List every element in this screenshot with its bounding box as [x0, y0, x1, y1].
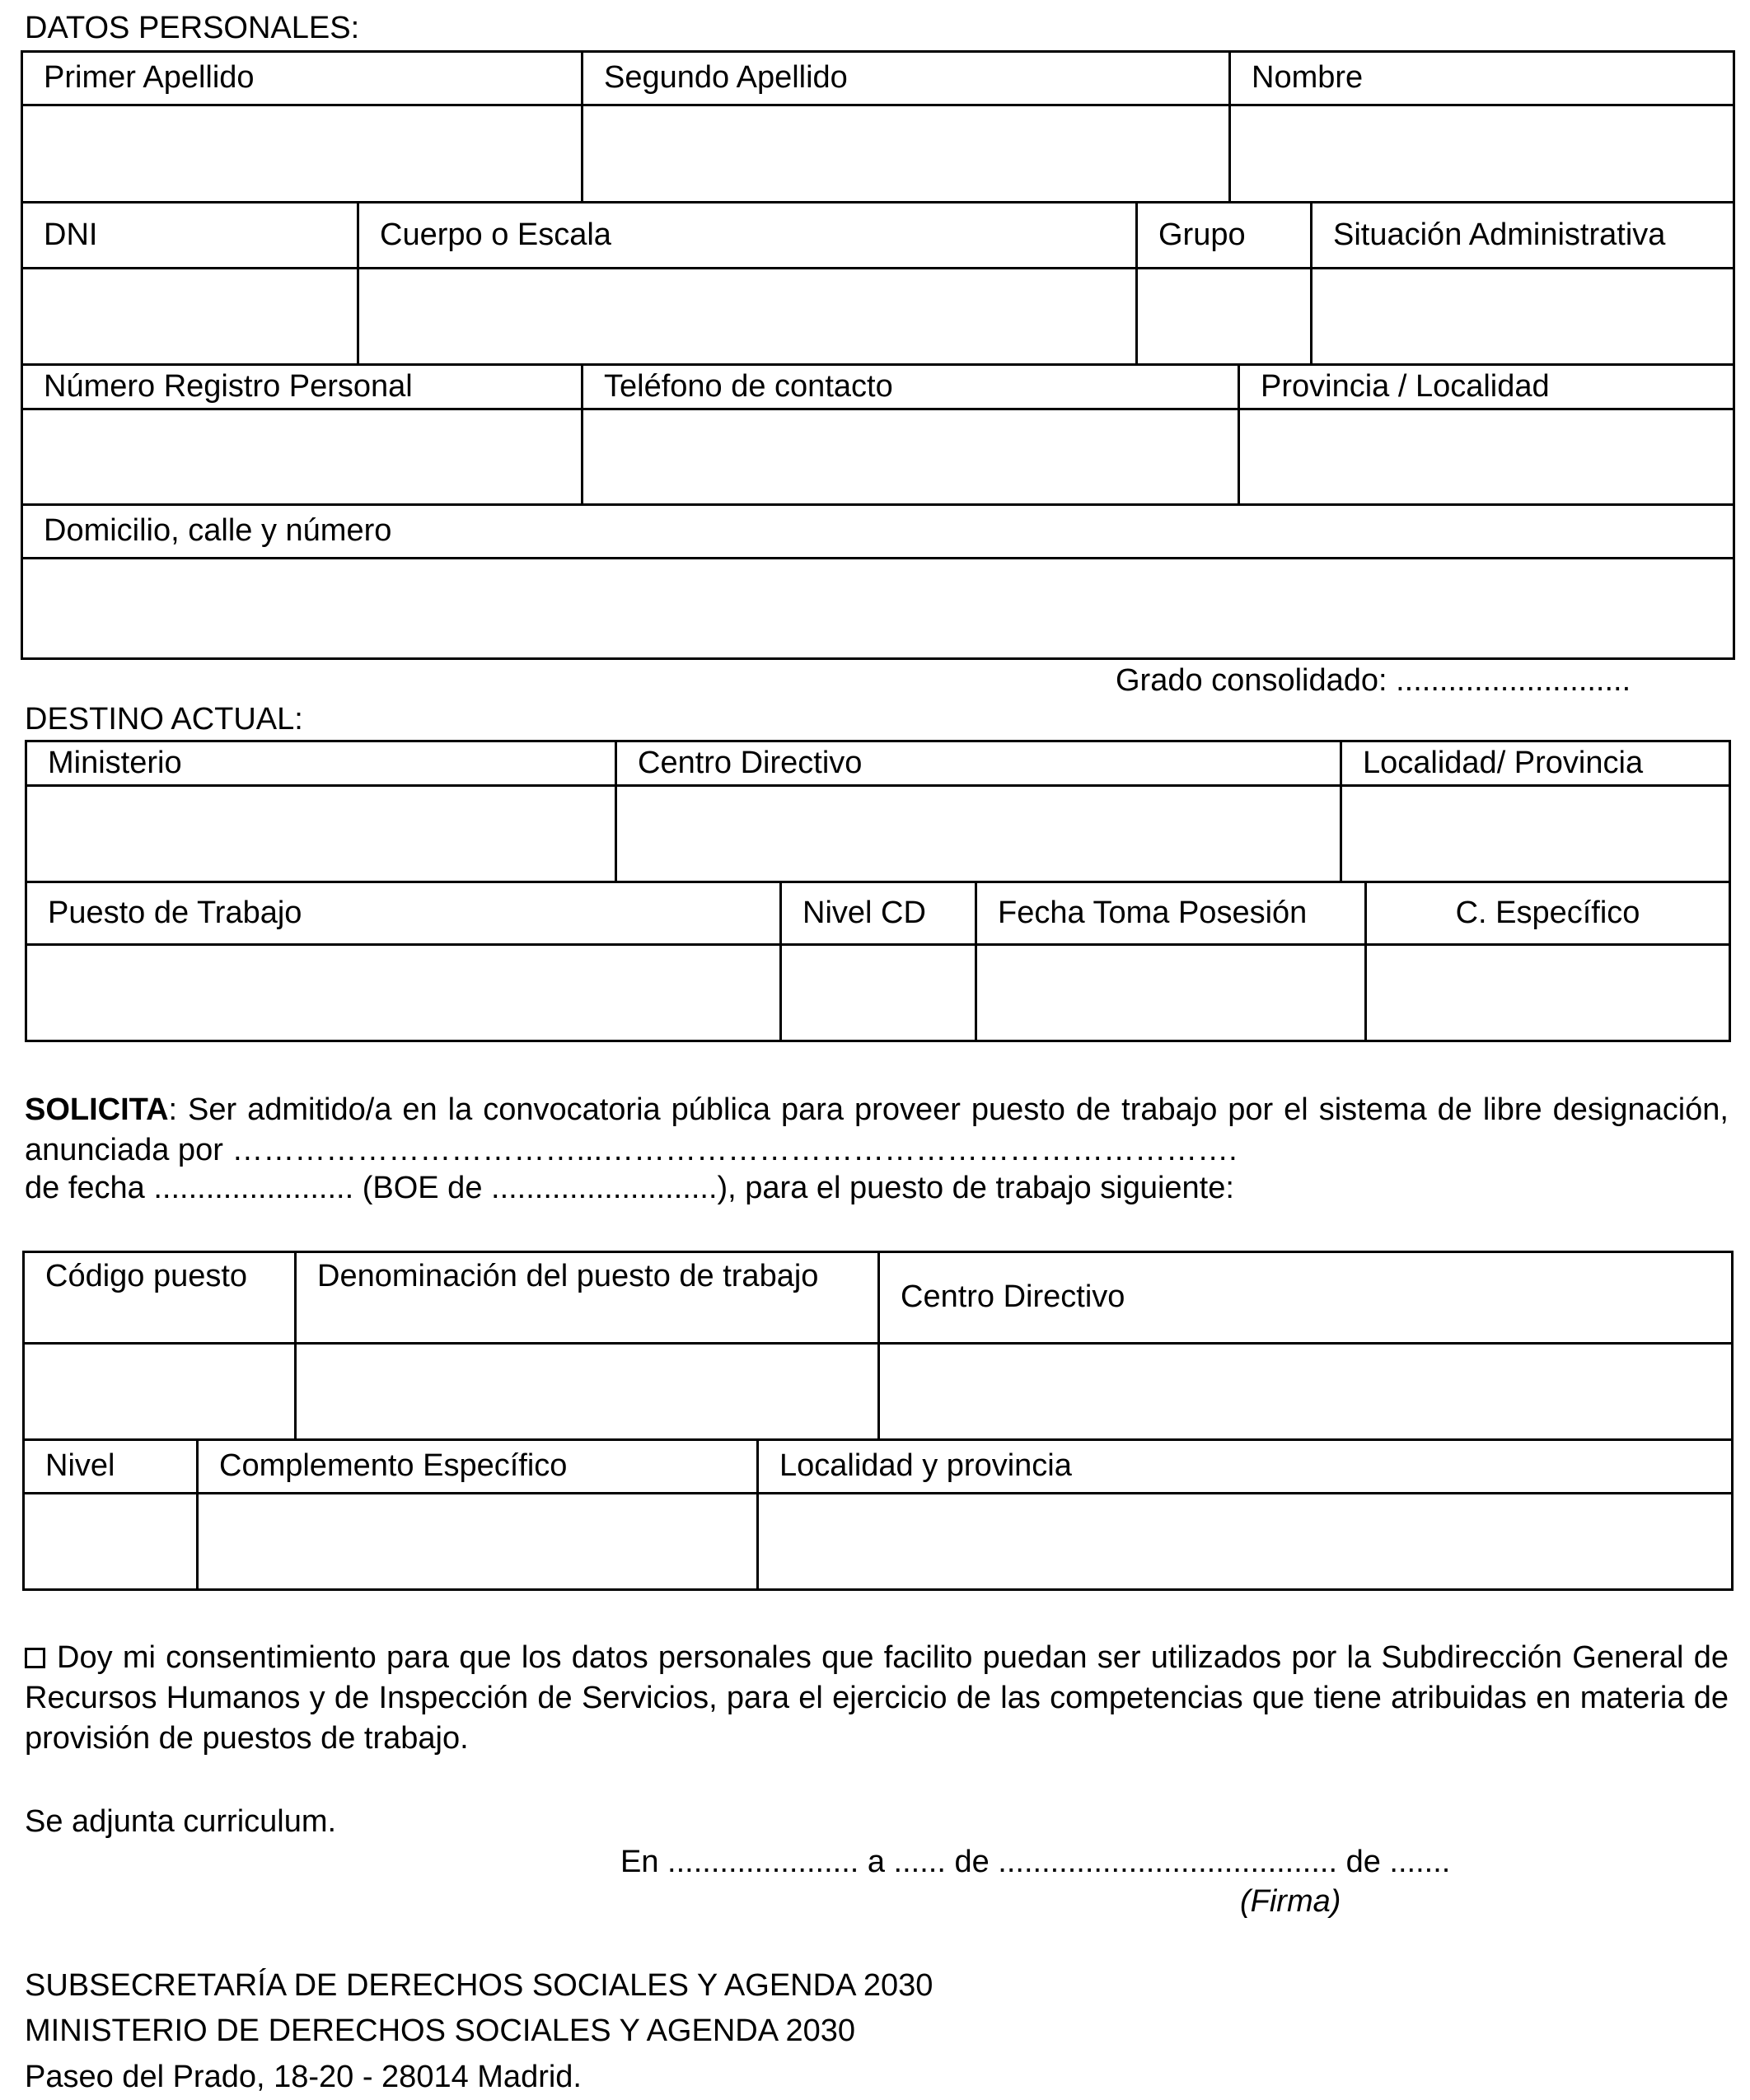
primer-apellido-field[interactable] — [22, 105, 583, 203]
localidad-provincia-label: Localidad/ Provincia — [1341, 741, 1730, 786]
fecha-toma-posesion-field[interactable] — [976, 945, 1366, 1041]
centro-directivo-label: Centro Directivo — [616, 741, 1341, 786]
grupo-label: Grupo — [1137, 203, 1312, 269]
solicita-label: SOLICITA — [25, 1092, 169, 1127]
provincia-localidad-label: Provincia / Localidad — [1239, 365, 1734, 409]
complemento-especifico-label: Complemento Específico — [198, 1440, 758, 1494]
denominacion-puesto-field[interactable] — [296, 1344, 879, 1440]
datos-personales-table-row3 — [21, 363, 1735, 506]
datos-personales-heading: DATOS PERSONALES: — [25, 11, 360, 45]
solicita-fecha-boe: de fecha ....................... (BOE de ..........................), para el puesto de trabajo siguiente: — [25, 1171, 1234, 1205]
nombre-field[interactable] — [1230, 105, 1734, 203]
centro-directivo-solicitado-label: Centro Directivo — [879, 1252, 1733, 1344]
nivel-cd-label: Nivel CD — [781, 882, 976, 945]
dni-field[interactable] — [22, 269, 358, 365]
solicita-text: : Ser admitido/a en la convocatoria pública para proveer puesto de trabajo por el sistema de libre designación, anunciada por ……………………………...……………………………………………………. — [25, 1092, 1729, 1167]
domicilio-table — [21, 503, 1735, 660]
puesto-solicitado-table-row2 — [22, 1438, 1734, 1591]
telefono-contacto-label: Teléfono de contacto — [583, 365, 1239, 409]
c-especifico-label: C. Específico — [1366, 882, 1730, 945]
puesto-trabajo-field[interactable] — [26, 945, 781, 1041]
ministerio-label: Ministerio — [26, 741, 616, 786]
destino-actual-heading: DESTINO ACTUAL: — [25, 702, 303, 737]
localidad-provincia-solicitado-label: Localidad y provincia — [758, 1440, 1733, 1494]
nivel-field[interactable] — [24, 1494, 198, 1590]
situacion-administrativa-label: Situación Administrativa — [1312, 203, 1734, 269]
situacion-administrativa-field[interactable] — [1312, 269, 1734, 365]
footer-ministerio: MINISTERIO DE DERECHOS SOCIALES Y AGENDA 2030 — [25, 2013, 856, 2048]
localidad-provincia-field[interactable] — [1341, 786, 1730, 882]
c-especifico-field[interactable] — [1366, 945, 1730, 1041]
nombre-label: Nombre — [1230, 52, 1734, 105]
fecha-lugar-line: En ...................... a ...... de ....................................... de ....... — [620, 1845, 1451, 1879]
fecha-toma-posesion-label: Fecha Toma Posesión — [976, 882, 1366, 945]
domicilio-label: Domicilio, calle y número — [22, 505, 1734, 559]
curriculum-note: Se adjunta curriculum. — [25, 1804, 337, 1839]
grado-consolidado: Grado consolidado: ........................... — [1116, 663, 1631, 698]
dni-label: DNI — [22, 203, 358, 269]
destino-actual-table-row1 — [25, 740, 1731, 883]
footer-direccion: Paseo del Prado, 18-20 - 28014 Madrid. — [25, 2060, 582, 2094]
localidad-provincia-solicitado-field[interactable] — [758, 1494, 1733, 1590]
numero-registro-personal-label: Número Registro Personal — [22, 365, 583, 409]
complemento-especifico-field[interactable] — [198, 1494, 758, 1590]
solicita-paragraph — [25, 1090, 1729, 1171]
consent-checkbox[interactable] — [25, 1648, 45, 1668]
firma-label: (Firma) — [1240, 1884, 1341, 1919]
denominacion-puesto-label: Denominación del puesto de trabajo — [296, 1252, 879, 1344]
cuerpo-escala-field[interactable] — [358, 269, 1137, 365]
nivel-cd-field[interactable] — [781, 945, 976, 1041]
consentimiento-text: Doy mi consentimiento para que los datos personales que facilito puedan ser utilizados por la Subdirección General de Recursos Humanos y de Inspección de Servicios, para el ejercicio de las competencias que tiene atribuidas en materia de provisión de puestos de trabajo. — [25, 1640, 1729, 1756]
datos-personales-table-row2 — [21, 201, 1735, 366]
puesto-trabajo-label: Puesto de Trabajo — [26, 882, 781, 945]
destino-actual-table-row2 — [25, 881, 1731, 1042]
cuerpo-escala-label: Cuerpo o Escala — [358, 203, 1137, 269]
codigo-puesto-field[interactable] — [24, 1344, 296, 1440]
puesto-solicitado-table-row1 — [22, 1251, 1734, 1441]
segundo-apellido-label: Segundo Apellido — [583, 52, 1230, 105]
centro-directivo-field[interactable] — [616, 786, 1341, 882]
primer-apellido-label: Primer Apellido — [22, 52, 583, 105]
grupo-field[interactable] — [1137, 269, 1312, 365]
ministerio-field[interactable] — [26, 786, 616, 882]
segundo-apellido-field[interactable] — [583, 105, 1230, 203]
centro-directivo-solicitado-field[interactable] — [879, 1344, 1733, 1440]
consentimiento-paragraph — [25, 1638, 1729, 1759]
footer-subsecretaria: SUBSECRETARÍA DE DERECHOS SOCIALES Y AGENDA 2030 — [25, 1968, 933, 2003]
datos-personales-table-row1 — [21, 50, 1735, 203]
domicilio-field[interactable] — [22, 559, 1734, 659]
telefono-contacto-field[interactable] — [583, 409, 1239, 505]
nivel-label: Nivel — [24, 1440, 198, 1494]
numero-registro-personal-field[interactable] — [22, 409, 583, 505]
codigo-puesto-label: Código puesto — [24, 1252, 296, 1344]
provincia-localidad-field[interactable] — [1239, 409, 1734, 505]
